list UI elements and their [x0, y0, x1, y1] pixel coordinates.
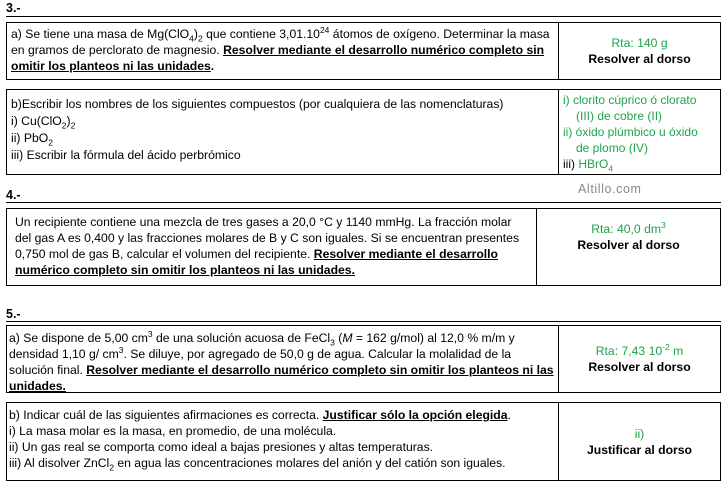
question-4-instruction: Resolver mediante el desarrollo numérico completo sin omitir los planteos ni las unidades. — [15, 247, 499, 277]
question-4-answer — [537, 209, 720, 285]
question-3a-box — [6, 22, 721, 80]
question-5a-rta: Rta: 7,43 $10^{-2}$ m — [595, 341, 684, 358]
question-5a-answer — [559, 326, 720, 392]
question-3a-rta: Rta: 140 g — [611, 36, 668, 50]
question-3a-answer — [559, 23, 720, 79]
question-5b-box — [6, 402, 721, 481]
watermark: Altillo.com — [578, 182, 642, 196]
question-3b-statement: b)Escribir los nombres de los siguientes compuestos (por cualquiera de las nomenclaturas) i) $Cu(ClO_2)_2$ ii) PbO$_2$ iii) Escribir la fórmula del ácido perbrómico — [7, 90, 559, 174]
question-4-box — [6, 208, 721, 286]
question-5-number: 5.- — [6, 307, 21, 321]
question-3b-box — [6, 89, 721, 175]
question-5-divider — [6, 321, 721, 322]
question-5a-instruction: Resolver mediante el desarrollo numérico completo sin omitir los planteos ni las unidades. — [9, 363, 554, 393]
question-3a-instruction: Resolver mediante el desarrollo numérico completo sin omitir los planteos ni las unidades — [11, 43, 545, 73]
question-3b-answers: i) clorito cúprico ó clorato (III) de cobre (II) ii) óxido plúmbico u óxido de plomo (IV) iii) HBrO$_4$ — [563, 93, 698, 174]
question-5b-selected-option: ii) — [634, 426, 645, 441]
question-5b-statement: b) Indicar cuál de las siguientes afirmaciones es correcta. Justificar sólo la opción elegida. i) La masa molar es la masa, en promedio, de una molécula. ii) Un gas real se comporta como ideal a bajas presiones y altas temperaturas. iii) Al disolver ZnCl$_2$ en agua las concentraciones molares del anión y del catión son iguales. — [7, 403, 559, 480]
question-3a-statement: a) Se tiene una masa de $Mg(ClO_4)_2$ que contiene 3,01.10$^{24}$ átomos de oxígeno. Determinar la masa en gramos de perclorato de magnesio. Resolver mediante el desarrollo numérico completo sin omitir los planteos ni las unidades. — [7, 23, 559, 79]
question-3a-resolver: Resolver al dorso — [588, 52, 691, 66]
question-5a-box — [6, 325, 721, 393]
question-5b-instruction: Justificar sólo la opción elegida — [322, 408, 508, 422]
question-4-rta: Rta: 40,0 $dm^3$ — [591, 219, 666, 236]
question-5a-statement: a) Se dispone de 5,00 $cm^3$ de una solución acuosa de FeCl$_3$ (M = 162 g/mol) al 12,0 % m/m y densidad 1,10 g/ $cm^3$. Se diluye, por agregado de 50,0 g de agua. Calcular la molalidad de la solución final. Resolver mediante el desarrollo numérico completo sin omitir los planteos ni las unidades. — [7, 326, 559, 392]
question-5b-answer — [559, 403, 720, 480]
question-5a-resolver: Resolver al dorso — [588, 360, 691, 374]
question-5b-justify: Justificar al dorso — [587, 442, 692, 457]
question-3-divider — [6, 16, 721, 17]
question-3-number: 3.- — [6, 1, 21, 15]
question-4-statement: Un recipiente contiene una mezcla de tres gases a 20,0 °C y 1140 mmHg. La fracción molar del gas A es 0,400 y las fracciones molares de B y C son iguales. Si se encuentran presentes 0,750 mol de gas B, calcular el volumen del recipiente. Resolver mediante el desarrollo numérico completo sin omitir los planteos ni las unidades. — [7, 209, 537, 285]
question-4-divider — [6, 202, 721, 203]
question-4-number: 4.- — [6, 188, 21, 202]
question-4-resolver: Resolver al dorso — [577, 238, 680, 252]
